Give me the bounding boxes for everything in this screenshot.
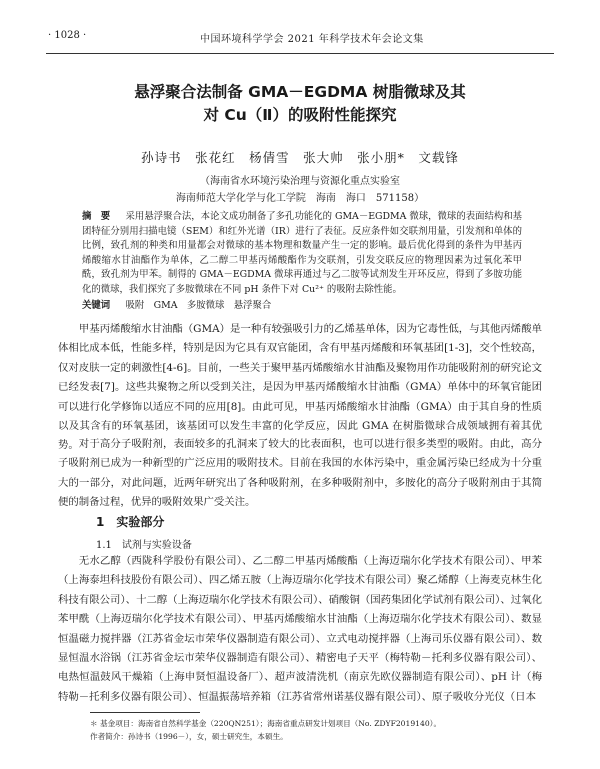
reagents-paragraph: 无水乙醇（西陇科学股份有限公司）、乙二醇二甲基丙烯酸酯（上海迈瑞尔化学技术有限公司）、甲苯（上海泰坦科技股份有限公司）、四乙烯五胺（上海迈瑞尔化学技术有限公司）聚乙烯醇（上海麦克林生化科技有限公司）、十二醇（上海迈瑞尔化学技术有限公司）、硝酸铜（国药集团化学试剂有限公司）、过氧化苯甲酰（上海迈瑞尔化学技术有限公司）、甲基丙烯酸缩水甘油酯（上海迈瑞尔化学技术有限公司）、数显恒温磁力搅拌器（江苏省金坛市荣华仪器制造有限公司）、立式电动搅拌器（上海司乐仪器有限公司）、数显恒温水浴锅（江苏省金坛市荣华仪器制造有限公司）、精密电子天平（梅特勒－托利多仪器有限公司）、电热恒温鼓风干燥箱（上海申贤恒温设备厂）、超声波清洗机（南京先欧仪器制造有限公司）、pH 计（梅特勒－托利多仪器有限公司）、恒温振荡培养箱（江苏省常州诺基仪器有限公司）、原子吸收分光仪（日本: [58, 555, 542, 703]
affiliation-line-2: 海南师范大学化学与化工学院 海南 海口 571158）: [175, 193, 425, 204]
footnote-rule: [90, 712, 200, 713]
intro-paragraph-1: 甲基丙烯酸缩水甘油酯（GMA）是一种有较强吸引力的乙烯基单体，因为它毒性低，与其他丙烯酸单体相比成本低，性能多样，特别是因为它具有双官能团，含有甲基丙烯酸和环氧基团[1-3]，交个性较高，仅对皮肤一定的刺激性[4-6]。目前，一些关于聚甲基丙烯酸缩水甘油酯及聚物用作功能吸附剂的研究论文已经发表[7]。这些共聚物之所以受到关注，是因为甲基丙烯酸缩水甘油酯（GMA）单体中的环氧官能团可以进行化学修饰以适应不同的应用[8]。由此可见，甲基丙烯酸缩水甘油酯（GMA）由于其自身的性质以及其含有的环氧基团，该基团可以发生丰富的化学反应，因此 GMA 在树脂微球合成领域拥有着其优势。: [58, 323, 542, 452]
keywords-text: 吸附 GMA 多胺微球 悬浮聚合: [125, 300, 272, 311]
paper-title-line-2: 对 Cu（Ⅱ）的吸附性能探究: [203, 106, 397, 124]
paper-title-line-1: 悬浮聚合法制备 GMA－EGDMA 树脂微球及其: [134, 83, 466, 101]
header-rule: [46, 53, 554, 54]
section-heading: 1 实验部分: [96, 515, 165, 529]
footnote-author-bio: 作者简介：孙诗书（1996－），女，硕士研究生，本硕生。: [90, 732, 288, 741]
running-header: [0, 30, 600, 48]
abstract-label: 摘 要: [82, 211, 111, 222]
abstract: [82, 210, 522, 298]
page-number: · 1028 ·: [48, 30, 87, 41]
footnote-funding: ＊ 基金项目：海南省自然科学基金（220QN251）；海南省重点研发计划项目（No. ZDYF2019140）。: [90, 719, 442, 728]
subsection-heading: 1.1 试剂与实验设备: [96, 540, 192, 551]
affiliation-line-1: （海南省水环境污染治理与资源化重点实验室: [200, 176, 400, 187]
keywords-label: 关键词: [82, 300, 111, 311]
abstract-text: 采用悬浮聚合法，本论文成功制备了多孔功能化的 GMA－EGDMA 微球，微球的表面结构和基团特征分别用扫描电镜（SEM）和红外光谱（IR）进行了表征。反应条件如交联剂用量，引发剂和单体的比例，致孔剂的种类和用量都会对微球的基本物理和数量产生一定的影响。最后优化得到的条件为甲基丙烯酸缩水甘油酯作为单体，乙二醇二甲基丙烯酸酯作为交联剂，引发交联反应的物理因素为过氧化苯甲酰，致孔剂为甲苯。制得的 GMA－EGDMA 微球再通过与乙二胺等试剂发生开环反应，得到了多胺功能化的微球，我们探究了多胺微球在不同 pH 条件下对 Cu²⁺ 的吸附去除性能。: [82, 211, 522, 295]
author-list: 孙诗书 张花红 杨倩雪 张大帅 张小朋* 文载锋: [141, 150, 459, 165]
keywords: [82, 297, 522, 311]
intro-paragraph-2: 对于高分子吸附剂，表面较多的孔洞来了较大的比表面积，也可以进行很多类型的吸附。由此，高分子吸附剂已成为一种新型的广泛应用的吸附技术。目前在我国的水体污染中，重金属污染已经成为十分重大的一部分，对此问题，近两年研究出了各种吸附剂，在多种吸附剂中，多胺化的高分子吸附剂由于其简便的制备过程，优异的吸附效果广受关注。: [58, 438, 542, 509]
journal-name: 中国环境科学学会 2021 年科学技术年会论文集: [200, 34, 424, 45]
